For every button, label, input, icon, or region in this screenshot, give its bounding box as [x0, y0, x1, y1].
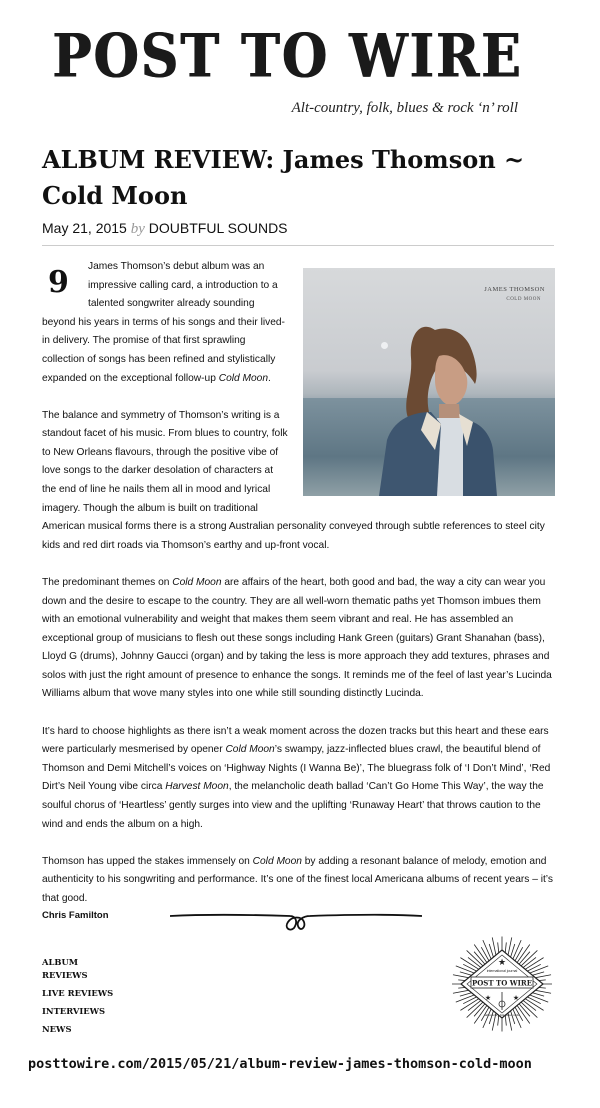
paragraph-4-harvest-moon: Harvest Moon	[165, 781, 229, 793]
cover-figure	[339, 300, 519, 496]
site-logo[interactable]: POST TO WIRE	[52, 21, 523, 92]
page-url[interactable]: posttowire.com/2015/05/21/album-review-james-thomson-cold-moon	[28, 1056, 532, 1072]
footer-nav	[42, 956, 113, 1042]
flourish-divider-icon	[170, 906, 422, 934]
paragraph-1-text-b: .	[268, 372, 271, 384]
paragraph-4-text-a: It’s hard to choose highlights as there isn’t a weak moment across the dozen tracks but this heart and these ears were particularly mesmerised by opener	[42, 725, 549, 756]
site-tagline: Alt-country, folk, blues & rock ‘n’ roll	[291, 100, 518, 116]
post-to-wire-seal-logo	[443, 932, 561, 1036]
article-body	[42, 258, 555, 927]
paragraph-5-text-b: by adding a resonant balance of melody, emotion and authenticity to his songwriting and performance. It’s one of the finest local Americana albums of recent years – it’s that good.	[42, 855, 553, 904]
paragraph-1-album: Cold Moon	[218, 372, 268, 384]
paragraph-5-album: Cold Moon	[252, 855, 302, 867]
paragraph-4-album: Cold Moon	[225, 744, 275, 756]
album-cover-image	[303, 268, 555, 496]
cover-album-text: COLD MOON	[506, 297, 541, 302]
seal-name: POST TO WIRE	[471, 978, 533, 988]
cover-artist-text: JAMES THOMSON	[484, 286, 545, 293]
svg-text:★: ★	[497, 958, 507, 968]
article-meta	[42, 220, 288, 238]
drop-cap: 9	[48, 265, 69, 300]
author-link[interactable]: DOUBTFUL SOUNDS	[148, 220, 288, 236]
article-date: May 21, 2015	[42, 220, 127, 236]
masthead[interactable]	[52, 22, 522, 92]
nav-album-reviews[interactable]: ALBUM REVIEWS	[42, 957, 88, 980]
paragraph-3-text-b: are affairs of the heart, both good and bad, the way a city can wear you down and the desire to escape to the country. They are all well-worn thematic paths yet Thomson imbues them with an emotional vulnerability and weight that makes them seem vibrant and real. He has assembled an exceptional group of musicians to flesh out these songs including Hank Green (guitars) Grant Shanahan (bass), Lloyd G (drums), Johnny Gaucci (organ) and by taking the less is more approach they add textures, phrases and solos with just the right amount of presence to enhance the songs. It reminds me of the feel of last year’s Lucinda Williams album that wove many styles into one while still sounding distinctly Lucinda.	[42, 576, 552, 700]
divider	[42, 245, 554, 246]
paragraph-3-album: Cold Moon	[172, 576, 222, 588]
nav-interviews[interactable]: INTERVIEWS	[42, 1006, 106, 1016]
nav-live-reviews[interactable]: LIVE REVIEWS	[42, 988, 114, 998]
paragraph-5-text-a: Thomson has upped the stakes immensely on	[42, 855, 253, 867]
paragraph-4-text-c: , the melancholic death ballad ‘Can’t Go Home This Way’, the way the soulful chorus of ‘Heartless’ gently surges into view and the uplifting ‘Runaway Heart’ that throws caution to the wind and ends the album on a high.	[42, 781, 544, 830]
svg-text:★: ★	[512, 994, 520, 1002]
article-title: ALBUM REVIEW: James Thomson ~ Cold Moon	[42, 145, 525, 210]
paragraph-4-text-b: ’s swampy, jazz-inflected blues crawl, the beautiful blend of Thomson and Demi Mitchell’s voices on ‘Highway Nights (I Wanna Be)’, The bluegrass folk of ‘I Don’t Mind’, ‘Red Dirt’s Neil Young vibe circa	[42, 744, 551, 793]
paragraph-1-text-a: James Thomson’s debut album was an impressive calling card, a introduction to a talented songwriter already sounding beyond his years in terms of his songs and their lived-in delivery. The promise of that first sprawling collection of songs has been refined and stylistically expanded on the exceptional follow-up	[42, 261, 285, 384]
nav-news[interactable]: NEWS	[42, 1024, 72, 1034]
paragraph-4	[42, 723, 555, 835]
paragraph-3-text-a: The predominant themes on	[42, 576, 173, 588]
author-signature: Chris Familton	[42, 910, 109, 921]
seal-top-text: international journal	[486, 969, 518, 973]
byline-label: by	[130, 221, 145, 237]
paragraph-3	[42, 574, 555, 704]
seal-bottom-text: alt-country folk blues rock	[484, 1013, 520, 1017]
paragraph-2: The balance and symmetry of Thomson’s writing is a standout facet of his music. From blues to country, folk to New Orleans flavours, through the positive vibe of love songs to the darker desolation of characters at the end of line he nails them all in mood and lyrical imagery. Though the album is built on traditional American musical forms there is a strong Australian personality conveyed through subtle references to steel city kids and red dirt roads via Thomson’s earthy and up-front vocal.	[42, 409, 545, 551]
paragraph-5	[42, 853, 555, 909]
svg-text:★: ★	[484, 994, 492, 1002]
